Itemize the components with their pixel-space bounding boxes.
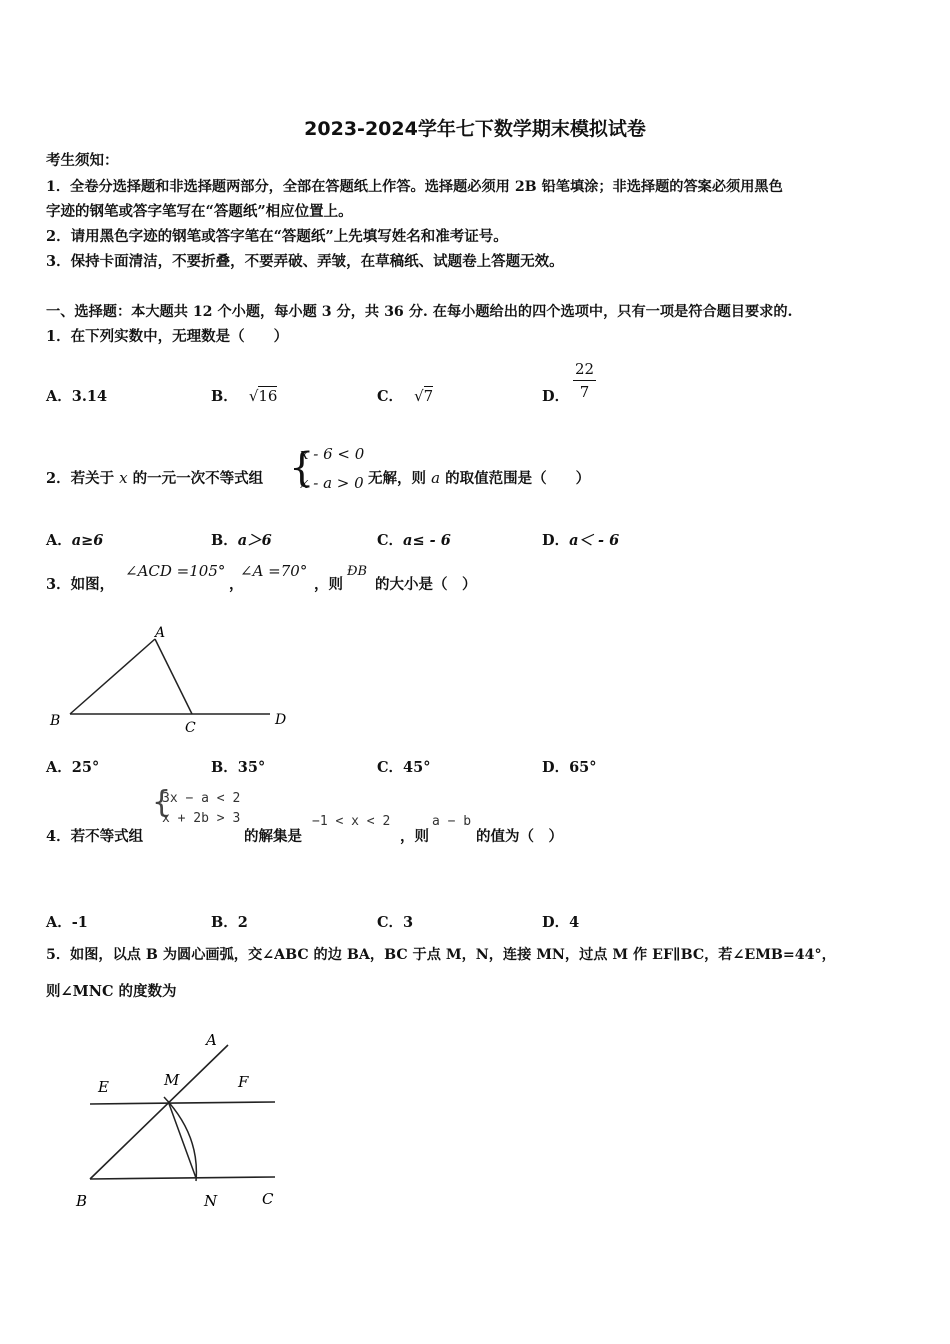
- option-value: a≤ - 6: [403, 532, 451, 549]
- option-label: B．: [211, 759, 238, 776]
- q2-inequality-2: x - a > 0: [300, 474, 364, 492]
- q2-inequality-1: x - 6 < 0: [300, 445, 365, 463]
- q3-comma: ，: [229, 576, 244, 593]
- label-e: E: [98, 1078, 109, 1096]
- q2-stem-start: [46, 469, 263, 488]
- option-label: C．: [377, 914, 404, 931]
- label-a: A: [155, 625, 166, 641]
- stem-text: 的一元一次不等式组: [127, 470, 264, 487]
- line-bc: [90, 1177, 275, 1179]
- q2-option-a: [46, 529, 103, 550]
- q4-option-b: [211, 911, 248, 932]
- q3-option-c: [377, 756, 430, 777]
- option-label: C．: [377, 532, 404, 549]
- sqrt-sign: √: [414, 387, 424, 405]
- option-label: C．: [377, 759, 404, 776]
- option-value: 3: [403, 914, 414, 931]
- segment-mn: [168, 1101, 196, 1178]
- q3-option-b: [211, 756, 265, 777]
- q4-option-a: [46, 911, 88, 932]
- sqrt-sign: √: [248, 387, 259, 405]
- q5-stem-line1: 5．如图，以点 B 为圆心画弧，交∠ABC 的边 BA，BC 于点 M，N，连接 MN，过点 M 作 EF∥BC，若∠EMB=44°，: [46, 947, 836, 963]
- q3-stem-b: ，则: [314, 576, 343, 593]
- q4-inequality-2: x + 2b > 3: [162, 811, 241, 826]
- option-label: C．: [377, 388, 404, 405]
- option-label: D．: [542, 532, 570, 549]
- label-c: C: [262, 1190, 274, 1208]
- q2-option-c: [377, 529, 451, 550]
- radicand: 16: [258, 387, 278, 405]
- stem-text: 2．若关于: [46, 470, 120, 487]
- option-value: a＞6: [237, 532, 272, 549]
- system-brace: {: [289, 445, 315, 491]
- option-label: A．: [46, 388, 72, 405]
- q2-option-b: [211, 529, 272, 550]
- label-m: M: [164, 1071, 180, 1089]
- notice-line3: 3．保持卡面清洁，不要折叠，不要弄破、弄皱，在草稿纸、试题卷上答题无效。: [46, 253, 564, 270]
- q4-stem-b: 的解集是: [244, 828, 302, 845]
- segment-ba: [70, 639, 155, 714]
- q4-option-d: [542, 911, 579, 932]
- q3-angle-acd: ∠ACD =105°: [125, 562, 226, 580]
- line-ef: [90, 1102, 275, 1104]
- notice-line2: 2．请用黑色字迹的钢笔或答字笔在“答题纸”上先填写姓名和准考证号。: [46, 228, 508, 245]
- q4-inequality-1: 3x − a < 2: [162, 791, 241, 806]
- label-d: D: [275, 712, 287, 728]
- q3-triangle-figure: [40, 618, 300, 742]
- option-value: a＜ - 6: [569, 532, 620, 549]
- option-label: B．: [211, 532, 238, 549]
- q4-expression: a − b: [432, 814, 472, 829]
- notice-line1a: 1．全卷分选择题和非选择题两部分，全部在答题纸上作答。选择题必须用 2B 铅笔填涂；非选择题的答案必须用黑色: [46, 179, 783, 195]
- q3-stem-a: 3．如图，: [46, 576, 115, 593]
- option-label: A．: [46, 759, 72, 776]
- notice-line1b: 字迹的钢笔或答字笔写在“答题纸”相应位置上。: [46, 203, 353, 220]
- q2-stem-end: [368, 469, 590, 488]
- fraction-denominator: 7: [579, 383, 590, 401]
- q3-option-d: [542, 756, 597, 777]
- system-brace: {: [152, 785, 172, 820]
- option-label: B．: [211, 388, 238, 405]
- label-c: C: [185, 720, 196, 736]
- option-label: A．: [46, 532, 72, 549]
- option-value: -1: [71, 914, 88, 931]
- option-label: D．: [542, 914, 570, 931]
- option-value: 4: [569, 914, 580, 931]
- option-value: 25°: [71, 759, 100, 776]
- q4-solution-range: −1 < x < 2: [312, 814, 391, 829]
- section-heading: 一、选择题：本大题共 12 个小题，每小题 3 分，共 36 分. 在每小题给出的四个选项中，只有一项是符合题目要求的.: [46, 304, 793, 320]
- page-title: 2023-2024学年七下数学期末模拟试卷: [304, 118, 646, 140]
- q3-option-a: [46, 756, 99, 777]
- q1-option-d-fraction: [573, 360, 596, 401]
- option-value: 45°: [403, 759, 431, 776]
- q1-option-b: [211, 385, 277, 406]
- option-value: a≥6: [71, 532, 104, 549]
- q1-stem: 1．在下列实数中，无理数是（ ）: [46, 328, 289, 345]
- label-f: F: [238, 1073, 249, 1091]
- fraction-numerator: 22: [573, 360, 596, 381]
- option-label: D．: [542, 759, 570, 776]
- option-value: 35°: [237, 759, 266, 776]
- option-label: A．: [46, 914, 72, 931]
- variable-a: a: [431, 469, 441, 487]
- option-value: 3.14: [71, 388, 108, 405]
- option-value: 2: [237, 914, 248, 931]
- label-a: A: [206, 1031, 217, 1049]
- variable-x: x: [119, 469, 128, 487]
- notice-heading: 考生须知：: [46, 152, 119, 169]
- ray-ba: [90, 1045, 228, 1179]
- label-b: B: [50, 713, 61, 729]
- q4-stem-a: 4．若不等式组: [46, 828, 144, 845]
- q4-stem-d: 的值为（ ）: [476, 828, 563, 845]
- q3-angle-a: ∠A =70°: [240, 562, 308, 580]
- q3-angle-b: ÐB: [347, 564, 368, 579]
- option-value: 65°: [569, 759, 597, 776]
- arc-mn: [164, 1097, 196, 1181]
- q1-option-a: [46, 385, 107, 406]
- label-b: B: [76, 1192, 88, 1210]
- q4-stem-c: ，则: [400, 828, 429, 845]
- label-n: N: [204, 1192, 218, 1210]
- q5-parallel-figure: [60, 1025, 300, 1220]
- stem-text: 无解，则: [368, 470, 432, 487]
- q2-option-d: [542, 529, 619, 550]
- q4-option-c: [377, 911, 413, 932]
- q3-stem-c: 的大小是（ ）: [375, 576, 477, 593]
- option-label: B．: [211, 914, 238, 931]
- q1-option-d-label: D．: [542, 388, 570, 405]
- q1-option-c: [377, 385, 433, 406]
- q5-stem-line2: 则∠MNC 的度数为: [46, 983, 177, 1000]
- stem-text: 的取值范围是（ ）: [440, 470, 591, 487]
- radicand: 7: [423, 387, 434, 405]
- segment-ac: [155, 639, 192, 714]
